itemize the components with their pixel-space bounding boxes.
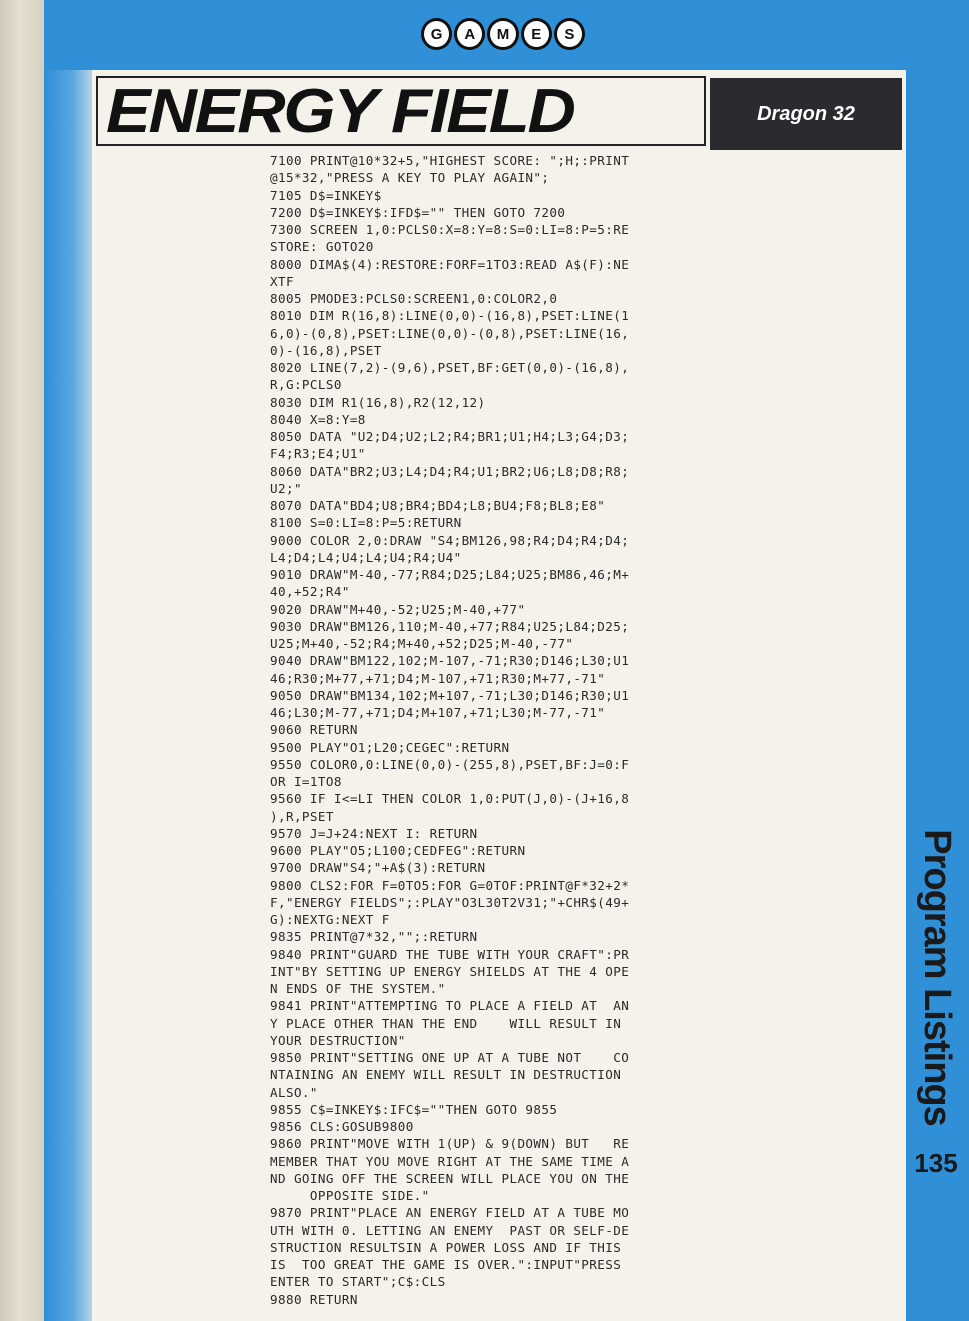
listing-line: G):NEXTG:NEXT F — [270, 912, 390, 927]
listing-line: 9800 CLS2:FOR F=0TO5:FOR G=0TOF:PRINT@F*32+2* — [270, 877, 630, 893]
listing-line: F4;R3;E4;U1" — [270, 446, 366, 462]
page-number: 135 — [914, 1148, 958, 1178]
badge-letter: E — [521, 18, 552, 50]
listing-line: 6,0)-(0,8),PSET:LINE(0,0)-(0,8),PSET:LINE(16, — [270, 325, 630, 341]
listing-line: 46;L30;M-77,+71;D4;M+107,+71;L30;M-77,-71" — [270, 705, 606, 720]
listing-line: Y PLACE OTHER THAN THE END WILL RESULT IN — [270, 1015, 622, 1031]
listing-line: ALSO." — [270, 1084, 318, 1100]
listing-line: 9841 PRINT"ATTEMPTING TO PLACE A FIELD AT AN — [270, 998, 630, 1014]
listing-line: 40,+52;R4" — [270, 584, 350, 600]
side-label-text: Program Listings — [915, 829, 958, 1126]
badge-letter: S — [554, 18, 585, 50]
listing-line: 9855 C$=INKEY$:IFC$=""THEN GOTO 9855 — [270, 1101, 558, 1117]
page-binding — [0, 0, 44, 1321]
listing-line: 9560 IF I<=LI THEN COLOR 1,0:PUT(J,0)-(J+16,8 — [270, 791, 630, 807]
listing-line: 9010 DRAW"M-40,-77;R84;D25;L84;U25;BM86,46;M+ — [270, 567, 630, 582]
listing-line: 7200 D$=INKEY$:IFD$="" THEN GOTO 7200 — [270, 204, 566, 220]
listing-line: IS TOO GREAT THE GAME IS OVER.":INPUT"PRESS — [270, 1257, 622, 1272]
listing-line: 8060 DATA"BR2;U3;L4;D4;R4;U1;BR2;U6;L8;D8;R8; — [270, 463, 630, 479]
listing-line: R,G:PCLS0 — [270, 377, 342, 393]
listing-line: OPPOSITE SIDE." — [270, 1188, 430, 1203]
listing-line: 8070 DATA"BD4;U8;BR4;BD4;L8;BU4;F8;BL8;E8" — [270, 498, 606, 513]
listing-line: UTH WITH 0. LETTING AN ENEMY PAST OR SELF-DE — [270, 1222, 630, 1238]
listing-line: N ENDS OF THE SYSTEM." — [270, 981, 446, 996]
listing-line: 9040 DRAW"BM122,102;M-107,-71;R30;D146;L30;U1 — [270, 653, 630, 669]
listing-line: 46;R30;M+77,+71;D4;M-107,+71;R30;M+77,-71" — [270, 670, 606, 686]
listing-line: 8000 DIMA$(4):RESTORE:FORF=1TO3:READ A$(F):NE — [270, 256, 630, 272]
listing-line: U2;" — [270, 480, 302, 496]
listing-line: @15*32,"PRESS A KEY TO PLAY AGAIN"; — [270, 170, 550, 186]
side-section-label — [916, 805, 956, 1150]
listing-line: 7100 PRINT@10*32+5,"HIGHEST SCORE: ";H;:PRINT — [270, 153, 630, 168]
listing-line: 9030 DRAW"BM126,110;M-40,+77;R84;U25;L84;D25; — [270, 618, 630, 634]
listing-line: 9060 RETURN — [270, 722, 358, 738]
listing-line: ND GOING OFF THE SCREEN WILL PLACE YOU ON THE — [270, 1170, 630, 1186]
left-margin-band — [44, 70, 92, 1321]
listing-line: U25;M+40,-52;R4;M+40,+52;D25;M-40,-77" — [270, 636, 574, 651]
badge-letter: A — [454, 18, 485, 50]
title-box — [96, 76, 706, 146]
listing-line: L4;D4;L4;U4;L4;U4;R4;U4" — [270, 549, 462, 565]
listing-line: 9020 DRAW"M+40,-52;U25;M-40,+77" — [270, 601, 526, 617]
listing-line: 9600 PLAY"O5;L100;CEDFEG":RETURN — [270, 843, 526, 858]
listing-line: 9840 PRINT"GUARD THE TUBE WITH YOUR CRAFT":PR — [270, 946, 630, 962]
listing-line: XTF — [270, 273, 294, 289]
listing-line: STRUCTION RESULTSIN A POWER LOSS AND IF THIS — [270, 1239, 622, 1255]
listing-line: 8020 LINE(7,2)-(9,6),PSET,BF:GET(0,0)-(16,8), — [270, 360, 630, 375]
listing-line: INT"BY SETTING UP ENERGY SHIELDS AT THE 4 OPE — [270, 963, 630, 979]
listing-line: ENTER TO START";C$:CLS — [270, 1274, 446, 1290]
listing-line: 9500 PLAY"O1;L20;CEGEC":RETURN — [270, 739, 510, 755]
games-section-badge — [421, 14, 585, 54]
listing-line: 8100 S=0:LI=8:P=5:RETURN — [270, 515, 462, 531]
listing-line: 9570 J=J+24:NEXT I: RETURN — [270, 825, 478, 841]
listing-line: F,"ENERGY FIELDS";:PLAY"O3L30T2V31;"+CHR$(49+ — [270, 894, 630, 910]
listing-line: 7105 D$=INKEY$ — [270, 187, 382, 203]
badge-letter: M — [487, 18, 518, 50]
badge-letter: G — [421, 18, 452, 50]
listing-line: OR I=1TO8 — [270, 774, 342, 789]
listing-line: 9850 PRINT"SETTING ONE UP AT A TUBE NOT CO — [270, 1050, 630, 1065]
listing-line: 9870 PRINT"PLACE AN ENERGY FIELD AT A TUBE MO — [270, 1205, 630, 1221]
listing-line: 8040 X=8:Y=8 — [270, 411, 366, 427]
listing-line: 0)-(16,8),PSET — [270, 342, 382, 358]
listing-line: 9835 PRINT@7*32,"";:RETURN — [270, 929, 478, 945]
listing-line: ),R,PSET — [270, 808, 334, 824]
listing-line: YOUR DESTRUCTION" — [270, 1032, 406, 1048]
listing-line: MEMBER THAT YOU MOVE RIGHT AT THE SAME TIME A — [270, 1153, 630, 1169]
listing-line: 9700 DRAW"S4;"+A$(3):RETURN — [270, 860, 486, 876]
program-listing — [270, 152, 730, 1308]
listing-line: 8010 DIM R(16,8):LINE(0,0)-(16,8),PSET:LINE(1 — [270, 308, 630, 324]
listing-line: 8030 DIM R1(16,8),R2(12,12) — [270, 394, 486, 410]
listing-line: 9856 CLS:GOSUB9800 — [270, 1119, 414, 1134]
listing-line: 9000 COLOR 2,0:DRAW "S4;BM126,98;R4;D4;R4;D4; — [270, 532, 630, 548]
listing-line: NTAINING AN ENEMY WILL RESULT IN DESTRUCTION — [270, 1067, 622, 1083]
listing-line: 8005 PMODE3:PCLS0:SCREEN1,0:COLOR2,0 — [270, 291, 558, 306]
listing-line: 8050 DATA "U2;D4;U2;L2;R4;BR1;U1;H4;L3;G4;D3; — [270, 429, 630, 444]
article-title: ENERGY FIELD — [106, 77, 574, 146]
listing-line: 9550 COLOR0,0:LINE(0,0)-(255,8),PSET,BF:J=0:F — [270, 756, 630, 772]
listing-line: 9860 PRINT"MOVE WITH 1(UP) & 9(DOWN) BUT RE — [270, 1136, 630, 1152]
machine-name: Dragon 32 — [757, 102, 855, 125]
listing-line: 9050 DRAW"BM134,102;M+107,-71;L30;D146;R30;U1 — [270, 687, 630, 703]
listing-line: 7300 SCREEN 1,0:PCLS0:X=8:Y=8:S=0:LI=8:P=5:RE — [270, 222, 630, 237]
listing-line: STORE: GOTO20 — [270, 239, 374, 255]
machine-tag — [710, 78, 902, 150]
listing-line: 9880 RETURN — [270, 1291, 358, 1307]
